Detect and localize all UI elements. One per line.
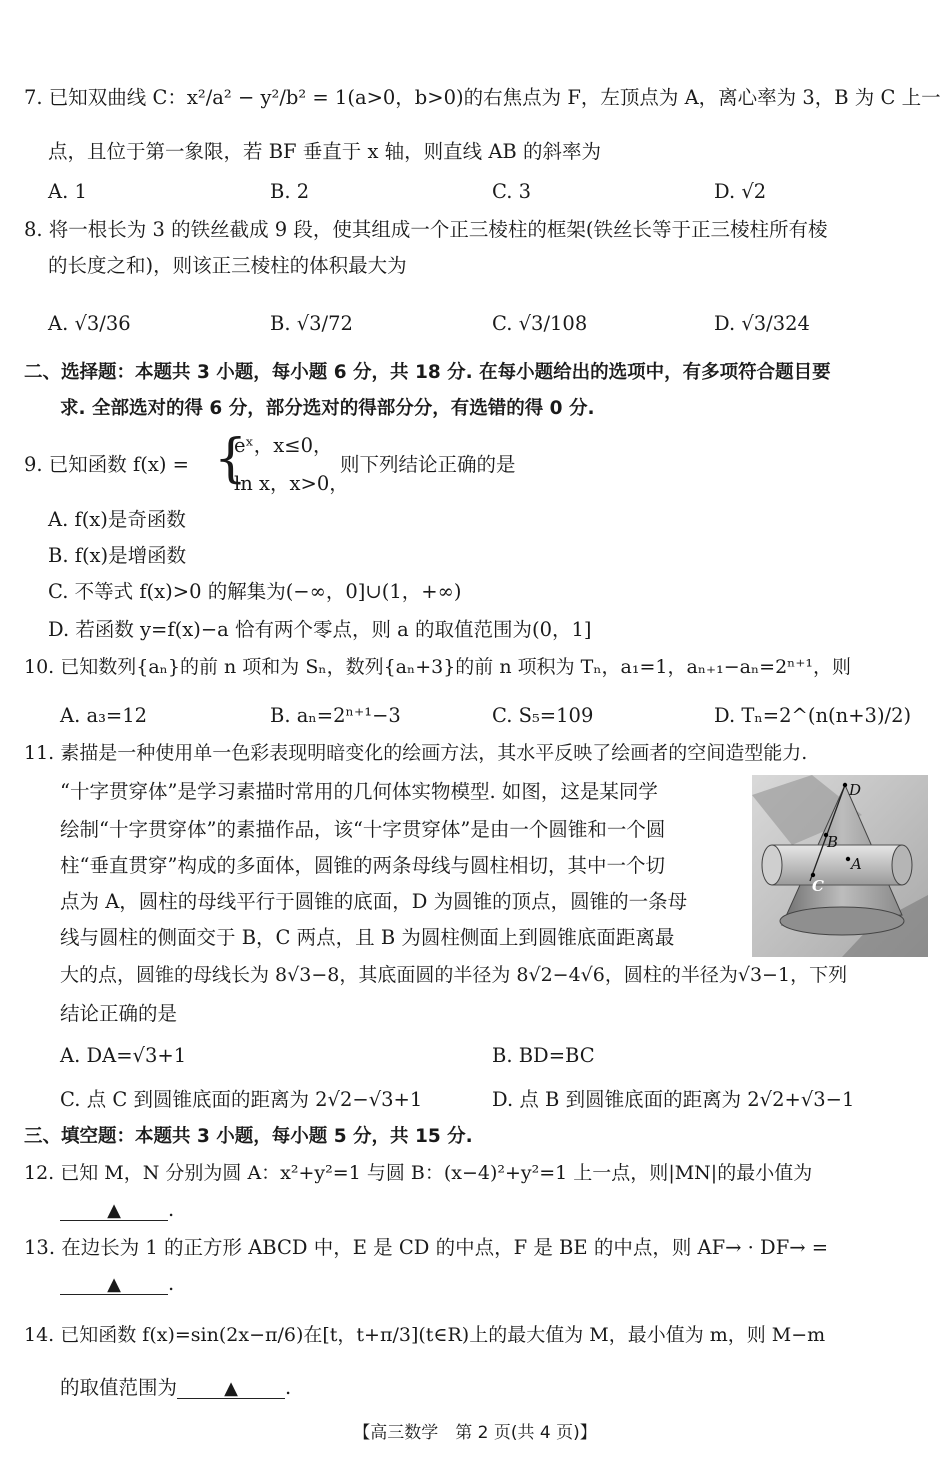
q13-blank[interactable]: ▲ (60, 1276, 168, 1295)
q7-line1: 7. 已知双曲线 C：x²/a² − y²/b² = 1(a>0，b>0)的右焦点为 F，左顶点为 A，离心率为 3，B 为 C 上一 (24, 86, 941, 109)
q8-option-a: A. √3/36 (48, 312, 131, 335)
q11-line7: 大的点，圆锥的母线长为 8√3−8，其底面圆的半径为 8√2−4√6，圆柱的半径为√3−1，下列 (60, 964, 848, 986)
q8-option-c: C. √3/108 (492, 312, 588, 335)
cross-body-sketch (752, 775, 928, 957)
q10-option-b: B. aₙ=2ⁿ⁺¹−3 (270, 704, 401, 727)
q9-stem-suffix: 则下列结论正确的是 (340, 453, 516, 476)
q14-line2: 的取值范围为 (60, 1376, 178, 1399)
q9-case1: eˣ，x≤0， (234, 434, 333, 457)
q7-option-b: B. 2 (270, 180, 310, 203)
q10-option-d: D. Tₙ=2^(n(n+3)/2) (714, 704, 912, 727)
q9-stem-prefix: 9. 已知函数 f(x) = (24, 453, 189, 476)
q14-line2-wrap (60, 1378, 291, 1399)
q7-option-d: D. √2 (714, 180, 767, 203)
section3-line1: 三、填空题：本题共 3 小题，每小题 5 分，共 15 分. (24, 1126, 473, 1147)
q11-line1: 11. 素描是一种使用单一色彩表现明暗变化的绘画方法，其水平反映了绘画者的空间造型能力. (24, 742, 808, 764)
q14-line1: 14. 已知函数 f(x)=sin(2x−π/6)在[t，t+π/3](t∈R)上的最大值为 M，最小值为 m，则 M−m (24, 1324, 826, 1346)
q14-blank[interactable]: ▲ (177, 1380, 285, 1399)
q9-option-c: C. 不等式 f(x)>0 的解集为(−∞，0]∪(1，+∞) (48, 580, 462, 603)
q9-brace: { (214, 429, 248, 489)
q9-case2: ln x，x>0， (234, 472, 349, 495)
q8-option-d: D. √3/324 (714, 312, 810, 335)
q12-answer (60, 1200, 174, 1221)
q10-option-c: C. S₅=109 (492, 704, 594, 727)
q8-line1: 8. 将一根长为 3 的铁丝截成 9 段，使其组成一个正三棱柱的框架(铁丝长等于正三棱柱所有棱 (24, 218, 828, 241)
q13-answer (60, 1274, 174, 1295)
q11-option-d: D. 点 B 到圆锥底面的距离为 2√2+√3−1 (492, 1088, 855, 1111)
q9-option-b: B. f(x)是增函数 (48, 544, 187, 567)
figure-label-d: D (849, 781, 862, 799)
q12-line1: 12. 已知 M，N 分别为圆 A：x²+y²=1 与圆 B：(x−4)²+y²=1 上一点，则|MN|的最小值为 (24, 1162, 813, 1184)
q7-option-c: C. 3 (492, 180, 532, 203)
q11-line3: 绘制“十字贯穿体”的素描作品，该“十字贯穿体”是由一个圆锥和一个圆 (60, 818, 666, 841)
q8-option-b: B. √3/72 (270, 312, 353, 335)
q13-line1: 13. 在边长为 1 的正方形 ABCD 中，E 是 CD 的中点，F 是 BE 的中点，则 AF→ · DF→ = (24, 1236, 829, 1259)
q12-end: . (168, 1198, 175, 1221)
q11-option-a: A. DA=√3+1 (60, 1044, 187, 1067)
q9-option-a: A. f(x)是奇函数 (48, 508, 186, 531)
q7-option-a: A. 1 (48, 180, 87, 203)
section2-line1: 二、选择题：本题共 3 小题，每小题 6 分，共 18 分. 在每小题给出的选项中，有多项符合题目要 (24, 362, 831, 383)
q11-line4: 柱“垂直贯穿”构成的多面体，圆锥的两条母线与圆柱相切，其中一个切 (60, 854, 665, 877)
q14-end: . (285, 1376, 292, 1399)
q11-line6: 线与圆柱的侧面交于 B，C 两点，且 B 为圆柱侧面上到圆锥底面距离最 (60, 926, 675, 949)
q10-option-a: A. a₃=12 (60, 704, 148, 727)
figure-label-b: B (827, 833, 839, 851)
q11-option-c: C. 点 C 到圆锥底面的距离为 2√2−√3+1 (60, 1088, 423, 1111)
q11-line8: 结论正确的是 (60, 1002, 178, 1025)
q7-line2: 点，且位于第一象限，若 BF 垂直于 x 轴，则直线 AB 的斜率为 (48, 140, 601, 163)
q10-line1: 10. 已知数列{aₙ}的前 n 项和为 Sₙ，数列{aₙ+3}的前 n 项积为 Tₙ，a₁=1，aₙ₊₁−aₙ=2ⁿ⁺¹，则 (24, 656, 852, 678)
figure-label-a: A (851, 855, 862, 873)
q13-end: . (168, 1272, 175, 1295)
q12-blank[interactable]: ▲ (60, 1202, 168, 1221)
q11-figure (752, 775, 928, 957)
q11-line2: “十字贯穿体”是学习素描时常用的几何体实物模型. 如图，这是某同学 (60, 780, 658, 803)
q9-option-d: D. 若函数 y=f(x)−a 恰有两个零点，则 a 的取值范围为(0，1] (48, 618, 592, 641)
figure-label-c: C (812, 877, 824, 895)
q8-line2: 的长度之和)，则该正三棱柱的体积最大为 (48, 254, 407, 277)
q11-line5: 点为 A，圆柱的母线平行于圆锥的底面，D 为圆锥的顶点，圆锥的一条母 (60, 890, 688, 913)
page-footer: 【高三数学 第 2 页(共 4 页)】 (353, 1423, 597, 1443)
q11-option-b: B. BD=BC (492, 1044, 595, 1067)
section2-line2: 求. 全部选对的得 6 分，部分选对的得部分分，有选错的得 0 分. (60, 398, 595, 419)
